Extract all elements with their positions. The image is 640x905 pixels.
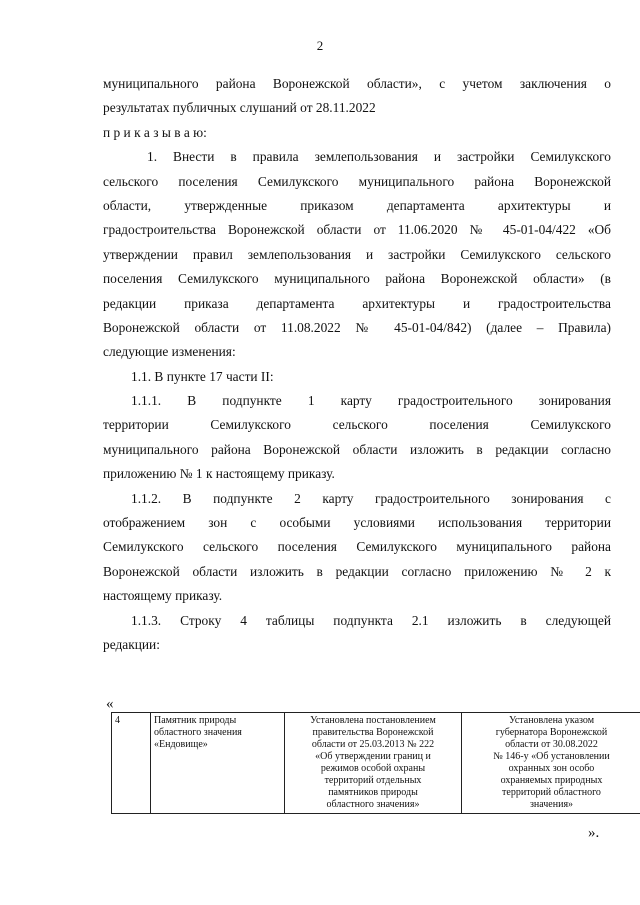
text-line: настоящему приказу. xyxy=(103,588,223,604)
text-line: области, утвержденные приказом департамента архитектуры и xyxy=(103,197,611,213)
established-cell xyxy=(285,713,462,814)
established-by-decree-cell xyxy=(462,713,640,814)
text-line: результатах публичных слушаний от 28.11.2022 xyxy=(103,100,376,116)
text-line: 1.1.3. Строку 4 таблицы подпункта 2.1 изложить в следующей xyxy=(131,612,611,628)
text-line: утверждении правил землепользования и застройки Семилукского сельского xyxy=(103,246,611,262)
cell-text-line: области от 25.03.2013 № 222 xyxy=(311,739,435,750)
cell-text-line: Установлена указом xyxy=(508,715,595,726)
text-line: редакции приказа департамента архитектуры и градостроительства xyxy=(103,295,611,311)
row-number-cell: 4 xyxy=(112,713,151,814)
cell-text-line: режимов особой охраны xyxy=(320,763,426,774)
closing-quote: ». xyxy=(588,825,600,841)
cell-text-line: области от 30.08.2022 xyxy=(505,739,598,750)
text-line: сельского поселения Семилукского муниципального района Воронежской xyxy=(103,173,611,189)
text-line: редакции: xyxy=(103,636,160,652)
text-line: 1.1. В пункте 17 части II: xyxy=(131,368,274,384)
body-text xyxy=(103,72,611,657)
object-name-cell xyxy=(151,713,285,814)
cell-text-line: охраняемых природных xyxy=(500,775,603,786)
cell-text-line: «Ендовище» xyxy=(154,739,208,750)
cell-text-line: территорий областного xyxy=(502,787,601,798)
cell-text-line: областного значения xyxy=(154,727,242,738)
text-line: Воронежской области изложить в редакции согласно приложению № 2 к xyxy=(103,563,611,579)
text-line: Воронежской области от 11.08.2022 № 45-01-04/842) (далее – Правила) xyxy=(103,319,611,335)
table-row xyxy=(112,713,640,814)
text-line: 1.1.2. В подпункте 2 карту градостроительного зонирования с xyxy=(131,490,611,506)
cell-text-line: областного значения» xyxy=(326,799,420,810)
text-line: Семилукского сельского поселения Семилукского муниципального района xyxy=(103,539,611,555)
text-line: следующие изменения: xyxy=(103,344,236,360)
text-line: муниципального района Воронежской области изложить в редакции согласно xyxy=(103,441,611,457)
text-line: муниципального района Воронежской области», с учетом заключения о xyxy=(103,76,611,91)
cell-text-line: значения» xyxy=(529,799,574,810)
cell-text-line: правительства Воронежской xyxy=(312,727,434,738)
cell-text-line: Памятник природы xyxy=(154,715,237,726)
cell-text-line: Установлена постановлением xyxy=(310,715,436,726)
page-number: 2 xyxy=(316,38,324,53)
text-line: отображением зон с особыми условиями использования территории xyxy=(103,515,611,531)
cell-text-line: памятников природы xyxy=(328,787,418,798)
text-line: градостроительства Воронежской области от 11.06.2020 № 45-01-04/422 «Об xyxy=(103,222,611,238)
text-line: поселения Семилукского муниципального района Воронежской области» (в xyxy=(103,271,611,287)
cell-text-line: губернатора Воронежской xyxy=(495,727,608,738)
text-line: 1. Внести в правила землепользования и застройки Семилукского xyxy=(147,149,611,165)
cell-text-line: № 146-у «Об установлении xyxy=(493,751,610,762)
text-line: территории Семилукского сельского поселения Семилукского xyxy=(103,417,611,433)
nature-monument-table xyxy=(111,712,640,814)
text-line: п р и к а з ы в а ю: xyxy=(103,124,207,140)
opening-quote: « xyxy=(106,696,114,712)
text-line: 1.1.1. В подпункте 1 карту градостроительного зонирования xyxy=(131,393,611,409)
cell-text-line: территорий отдельных xyxy=(324,775,422,786)
text-line: приложению № 1 к настоящему приказу. xyxy=(103,466,335,482)
cell-text-line: «Об утверждении границ и xyxy=(315,751,431,762)
cell-text-line: охранных зон особо xyxy=(508,763,595,774)
